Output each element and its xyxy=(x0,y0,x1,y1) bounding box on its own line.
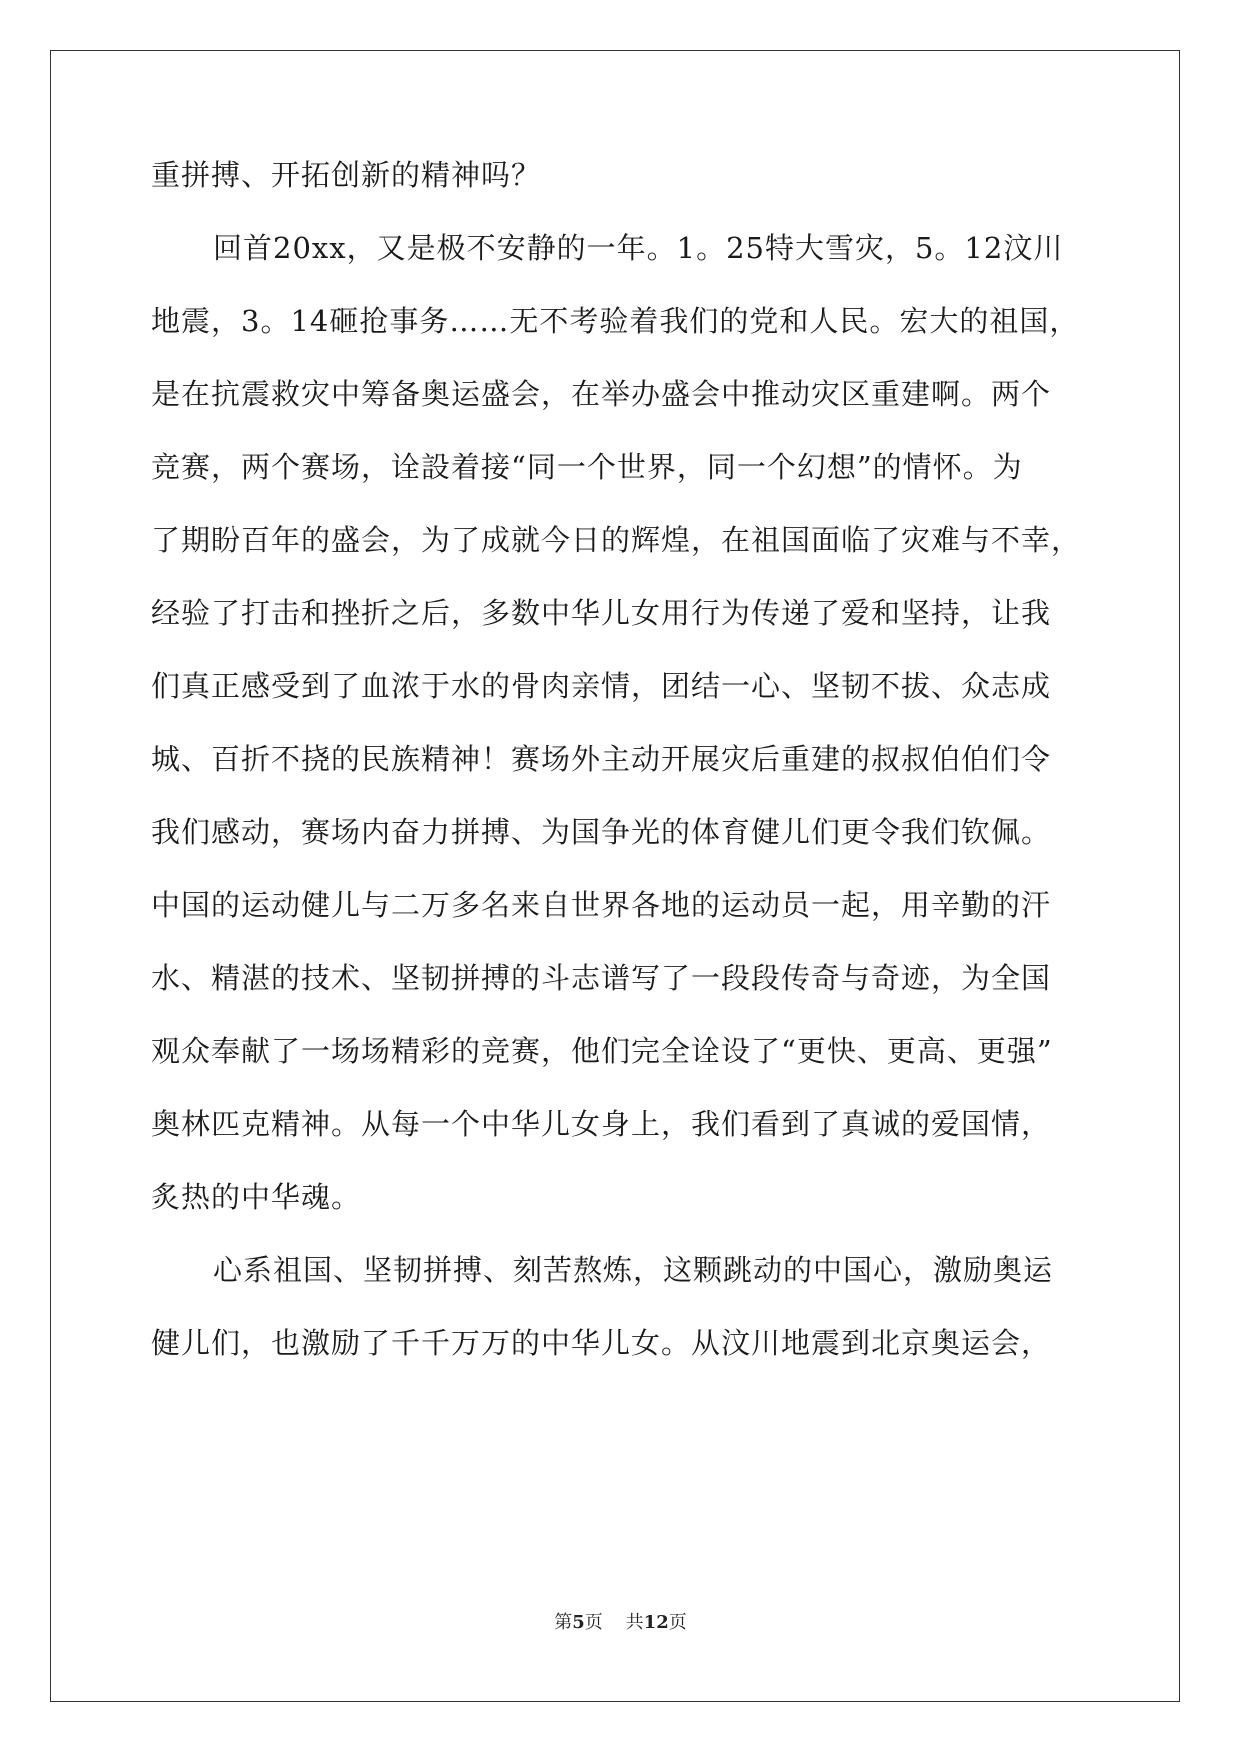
text-line: 心系祖国、坚韧拼搏、刻苦熬炼，这颗跳动的中国心，激励奥运 xyxy=(213,1253,1054,1287)
text-line: 是在抗震救灾中筹备奥运盛会，在举办盛会中推动灾区重建啊。两个 xyxy=(151,377,1052,411)
text-line: 经验了打击和挫折之后，多数中华儿女用行为传递了爱和坚持，让我 xyxy=(151,596,1052,630)
text-line: 奥林匹克精神。从每一个中华儿女身上，我们看到了真诚的爱国情， xyxy=(151,1107,1052,1141)
text-line: 回首20xx，又是极不安静的一年。1。25特大雪灾，5。12汶川 xyxy=(213,231,1064,265)
text-line: 水、精湛的技术、坚韧拼搏的斗志谱写了一段段传奇与奇迹，为全国 xyxy=(151,961,1052,995)
page-footer xyxy=(0,1612,1241,1634)
page-number: 5 xyxy=(572,1612,585,1633)
page-prefix: 第 xyxy=(554,1612,573,1633)
text-line: 们真正感受到了血浓于水的骨肉亲情，团结一心、坚韧不拔、众志成 xyxy=(151,669,1052,703)
text-line: 观众奉献了一场场精彩的竞赛，他们完全诠设了“更快、更高、更强” xyxy=(151,1034,1053,1068)
text-line: 了期盼百年的盛会，为了成就今日的辉煌，在祖国面临了灾难与不幸， xyxy=(151,523,1082,557)
page-border xyxy=(50,50,1180,1702)
text-line: 中国的运动健儿与二万多名来自世界各地的运动员一起，用辛勤的汗 xyxy=(151,888,1052,922)
text-line: 炙热的中华魂。 xyxy=(151,1180,362,1214)
text-line: 健儿们，也激励了千千万万的中华儿女。从汶川地震到北京奥运会， xyxy=(151,1326,1052,1360)
text-line: 重拼搏、开拓创新的精神吗？ xyxy=(151,158,542,192)
text-line: 城、百折不挠的民族精神！赛场外主动开展灾后重建的叔叔伯伯们令 xyxy=(151,742,1052,776)
text-line: 我们感动，赛场内奋力拼搏、为国争光的体育健儿们更令我们钦佩。 xyxy=(151,815,1052,849)
text-line: 竞赛，两个赛场，诠設着接“同一个世界，同一个幻想”的情怀。为 xyxy=(151,450,1023,484)
total-suffix: 页 xyxy=(668,1612,687,1633)
text-line: 地震，3。14砸抢事务……无不考验着我们的党和人民。宏大的祖国， xyxy=(151,304,1080,338)
total-prefix: 共 xyxy=(625,1612,644,1633)
page-suffix: 页 xyxy=(584,1612,603,1633)
total-pages: 12 xyxy=(643,1612,669,1633)
